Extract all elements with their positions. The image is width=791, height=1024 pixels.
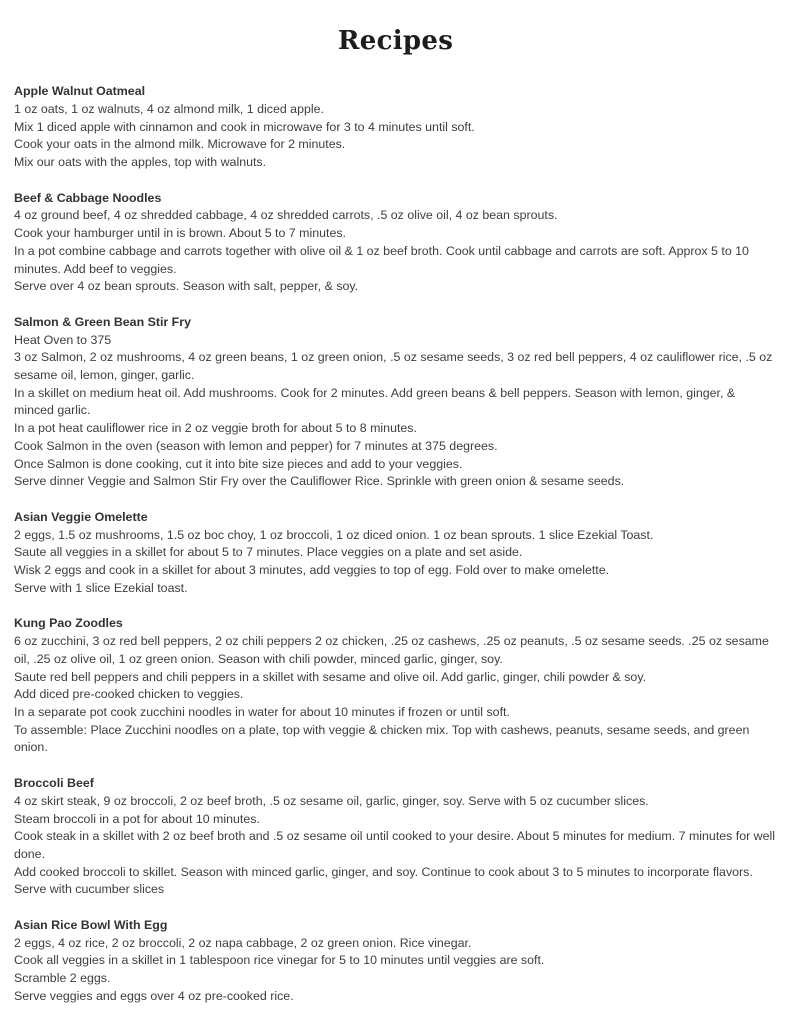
recipe-line: Serve over 4 oz bean sprouts. Season with salt, pepper, & soy. [14,279,359,294]
recipe-line: Saute red bell peppers and chili peppers in a skillet with sesame and olive oil. Add garlic, ginger, chili powder & soy. [14,669,647,684]
recipe-line: Steam broccoli in a pot for about 10 minutes. [14,811,260,826]
recipe-line: Add cooked broccoli to skillet. Season with minced garlic, ginger, and soy. Continue to cook about 3 to 5 minutes to incorporate flavors. Serve with cucumber slices [14,864,753,897]
recipe-line: 6 oz zucchini, 3 oz red bell peppers, 2 oz chili peppers 2 oz chicken, .25 oz cashews, .25 oz peanuts, .5 oz sesame seeds. .25 oz sesame oil, .25 oz olive oil, 1 oz green onion. Season with chili powder, minced garlic, ginger, soy. [14,634,769,666]
recipe-line: Serve dinner Veggie and Salmon Stir Fry over the Cauliflower Rice. Sprinkle with green onion & sesame seeds. [14,474,625,489]
recipe-line: Cook your hamburger until in is brown. About 5 to 7 minutes. [14,226,346,241]
recipe-title: Salmon & Green Bean Stir Fry [14,314,191,329]
recipe-line: To assemble: Place Zucchini noodles on a plate, top with veggie & chicken mix. Top with cashews, peanuts, sesame seeds, and green onion. [14,722,750,755]
recipe-line: Cook steak in a skillet with 2 oz beef broth and .5 oz sesame oil until cooked to your desire. About 5 minutes for medium. 7 minutes for well done. [14,829,776,861]
recipe-line: Heat Oven to 375 [14,332,112,347]
recipe-line: Add diced pre-cooked chicken to veggies. [14,687,244,702]
recipe-line: In a pot combine cabbage and carrots together with olive oil & 1 oz beef broth. Cook until cabbage and carrots are soft. Approx 5 to 10 minutes. Add beef to veggies. [14,243,749,276]
recipe-line: Saute all veggies in a skillet for about 5 to 7 minutes. Place veggies on a plate and set aside. [14,545,523,560]
recipe-line: 3 oz Salmon, 2 oz mushrooms, 4 oz green beans, 1 oz green onion, .5 oz sesame seeds, 3 oz red bell peppers, 4 oz cauliflower rice, .5 oz sesame oil, lemon, ginger, garlic. [14,350,773,383]
recipe-line: Cook all veggies in a skillet in 1 tablespoon rice vinegar for 5 to 10 minutes until veggies are soft. [14,953,545,968]
recipe-title: Asian Veggie Omelette [14,509,148,524]
recipe-title: Apple Walnut Oatmeal [14,84,146,99]
recipe-line: In a skillet on medium heat oil. Add mushrooms. Cook for 2 minutes. Add green beans & bell peppers. Season with lemon, ginger, & minced garlic. [14,385,736,418]
recipe-line: In a pot heat cauliflower rice in 2 oz veggie broth for about 5 to 8 minutes. [14,421,417,436]
recipe-line: Scramble 2 eggs. [14,971,111,986]
recipe-line: Once Salmon is done cooking, cut it into bite size pieces and add to your veggies. [14,456,463,471]
recipe-line: Serve veggies and eggs over 4 oz pre-cooked rice. [14,988,294,1003]
recipe-line: In a separate pot cook zucchini noodles in water for about 10 minutes if frozen or until soft. [14,704,510,719]
recipe-section [14,83,777,172]
recipe-line: 4 oz skirt steak, 9 oz broccoli, 2 oz beef broth, .5 oz sesame oil, garlic, ginger, soy. Serve with 5 oz cucumber slices. [14,793,649,808]
recipe-section [14,775,777,899]
recipe-section [14,314,777,491]
recipe-title: Beef & Cabbage Noodles [14,190,162,205]
recipe-section [14,190,777,296]
recipe-title: Kung Pao Zoodles [14,616,123,631]
recipe-line: 2 eggs, 4 oz rice, 2 oz broccoli, 2 oz napa cabbage, 2 oz green onion. Rice vinegar. [14,935,472,950]
recipe-title: Broccoli Beef [14,776,94,791]
recipe-line: Cook Salmon in the oven (season with lemon and pepper) for 7 minutes at 375 degrees. [14,438,498,453]
recipe-line: Mix our oats with the apples, top with walnuts. [14,155,267,169]
recipe-line: 4 oz ground beef, 4 oz shredded cabbage, 4 oz shredded carrots, .5 oz olive oil, 4 oz bean sprouts. [14,208,558,223]
recipe-section [14,509,777,598]
recipe-line: Cook your oats in the almond milk. Microwave for 2 minutes. [14,137,346,152]
recipe-line: Serve with 1 slice Ezekial toast. [14,580,188,595]
page-title: Recipes [337,26,454,56]
recipe-line: Wisk 2 eggs and cook in a skillet for about 3 minutes, add veggies to top of egg. Fold over to make omelette. [14,563,610,578]
recipe-line: 1 oz oats, 1 oz walnuts, 4 oz almond milk, 1 diced apple. [14,101,324,116]
recipe-section [14,615,777,757]
recipes-list [14,83,777,1005]
recipe-line: Mix 1 diced apple with cinnamon and cook in microwave for 3 to 4 minutes until soft. [14,119,475,134]
recipe-section [14,917,777,1006]
recipe-line: 2 eggs, 1.5 oz mushrooms, 1.5 oz boc choy, 1 oz broccoli, 1 oz diced onion. 1 oz bean sprouts. 1 slice Ezekial Toast. [14,527,654,542]
recipe-title: Asian Rice Bowl With Egg [14,918,168,933]
